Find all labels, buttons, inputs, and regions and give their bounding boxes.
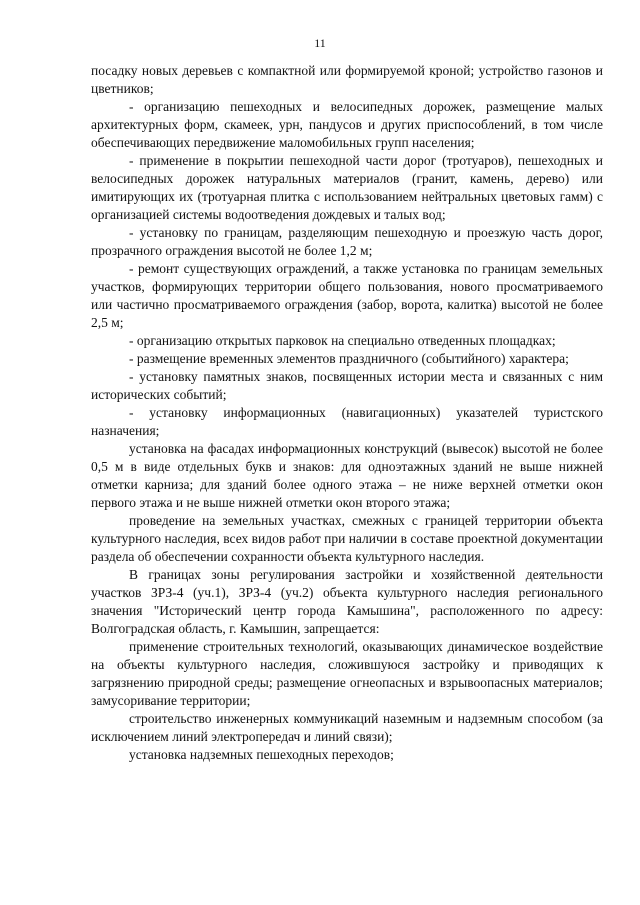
paragraph-14: строительство инженерных коммуникаций наземным и надземным способом (за исключением линий электропередач и линий связи); xyxy=(91,711,603,744)
page-number: 11 xyxy=(314,36,326,50)
paragraph-5: - ремонт существующих ограждений, а также установка по границам земельных участков, формирующих территории общего пользования, нового просматриваемого или частично просматриваемого ограждения (забор, ворота, калитка) высотой не более 2,5 м; xyxy=(91,261,603,330)
paragraph-9: - установку информационных (навигационных) указателей туристского назначения; xyxy=(91,405,603,438)
document-body xyxy=(91,62,603,764)
paragraph-8: - установку памятных знаков, посвященных истории места и связанных с ним исторических событий; xyxy=(91,369,603,402)
paragraph-11: проведение на земельных участках, смежных с границей территории объекта культурного наследия, всех видов работ при наличии в составе проектной документации раздела об обеспечении сохранности объекта культурного наследия. xyxy=(91,513,603,564)
paragraph-2: - организацию пешеходных и велосипедных дорожек, размещение малых архитектурных форм, скамеек, урн, пандусов и других приспособлений, в том числе обеспечивающих передвижение маломобильных групп населения; xyxy=(91,99,603,150)
paragraph-7: - размещение временных элементов праздничного (событийного) характера; xyxy=(129,351,569,366)
paragraph-12: В границах зоны регулирования застройки и хозяйственной деятельности участков ЗРЗ-4 (уч.1), ЗРЗ-4 (уч.2) объекта культурного наследия регионального значения "Исторический центр города Камышина", расположенного по адресу: Волгоградская область, г. Камышин, запрещается: xyxy=(91,567,603,636)
paragraph-15: установка надземных пешеходных переходов; xyxy=(129,747,394,762)
paragraph-13: применение строительных технологий, оказывающих динамическое воздействие на объекты культурного наследия, сложившуюся застройку и приводящих к загрязнению природной среды; размещение огнеопасных и взрывоопасных материалов; замусоривание территории; xyxy=(91,639,603,708)
paragraph-3: - применение в покрытии пешеходной части дорог (тротуаров), пешеходных и велосипедных дорожек натуральных материалов (гранит, камень, дерево) или имитирующих их (тротуарная плитка с использованием нейтральных цветовых гамм) с организацией системы водоотведения дождевых и талых вод; xyxy=(91,153,603,222)
paragraph-4: - установку по границам, разделяющим пешеходную и проезжую часть дорог, прозрачного ограждения высотой не более 1,2 м; xyxy=(91,225,603,258)
paragraph-1: посадку новых деревьев с компактной или формируемой кроной; устройство газонов и цветников; xyxy=(91,63,603,96)
paragraph-10: установка на фасадах информационных конструкций (вывесок) высотой не более 0,5 м в виде отдельных букв и знаков: для одноэтажных зданий не выше нижней отметки карниза; для зданий более одного этажа – не ниже верхней отметки окон первого этажа и не выше нижней отметки окон второго этажа; xyxy=(91,441,603,510)
paragraph-6: - организацию открытых парковок на специально отведенных площадках; xyxy=(129,333,556,348)
